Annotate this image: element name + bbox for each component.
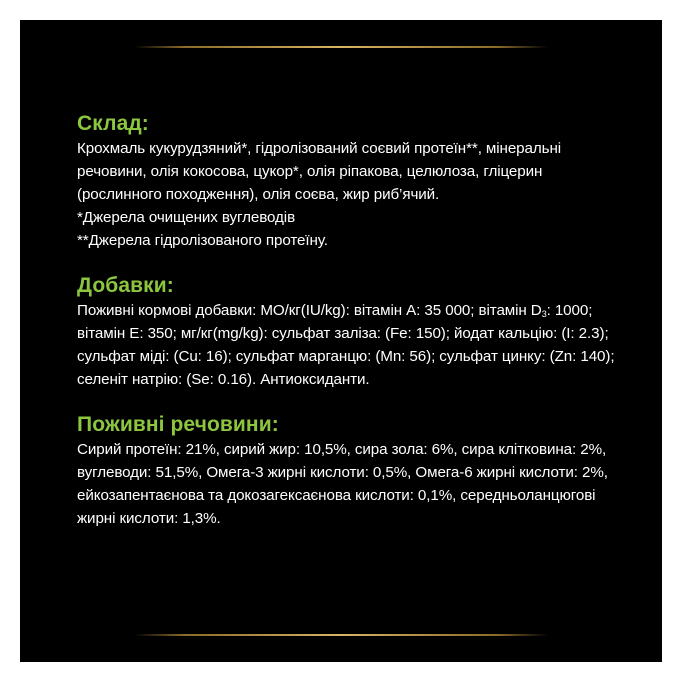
composition-note-protein: **Джерела гідролізованого протеїну. (77, 232, 328, 249)
composition-section (77, 112, 617, 252)
additives-text (77, 299, 617, 391)
additives-text-part-a: Поживні кормові добавки: МО/кг(IU/kg): вітамін А: 35 000; вітамін D (77, 302, 542, 319)
composition-text: Крохмаль кукурудзяний*, гідролізований соєвий протеїн**, мінеральні речовини, олія кокосова, цукор*, олія ріпакова, целюлоза, гліцерин (рослинного походження), олія соєва, жир риб’ячий. (77, 140, 562, 203)
composition-note-carbs: *Джерела очищених вуглеводів (77, 209, 296, 226)
bottom-gold-divider (134, 634, 548, 636)
nutrients-section (77, 413, 617, 530)
vitamin-d-subscript: 3 (541, 309, 547, 319)
label-panel (20, 20, 662, 662)
additives-heading: Добавки: (77, 274, 174, 297)
additives-text-part-b: : 1000; вітамін Е: 350; мг/кг(mg/kg): сульфат заліза: (Fe: 150); йодат кальцію: (I: 2.3); сульфат міді: (Cu: 16); сульфат марганцю: (Mn: 56); сульфат цинку: (Zn: 140); селеніт натрію: (Se: 0.16). Антиоксиданти. (77, 302, 615, 388)
composition-heading: Склад: (77, 112, 149, 135)
nutrients-text: Сирий протеїн: 21%, сирий жир: 10,5%, сира зола: 6%, сира клітковина: 2%, вуглеводи: 51,5%, Омега-3 жирні кислоти: 0,5%, Омега-6 жирні кислоти: 2%, ейкозапентаєнова та докозагексаєнова кислоти: 0,1%, середньоланцюгові жирні кислоти: 1,3%. (77, 441, 608, 527)
top-gold-divider (134, 46, 548, 48)
additives-section (77, 274, 617, 391)
label-content (77, 112, 617, 552)
nutrients-heading: Поживні речовини: (77, 413, 279, 436)
